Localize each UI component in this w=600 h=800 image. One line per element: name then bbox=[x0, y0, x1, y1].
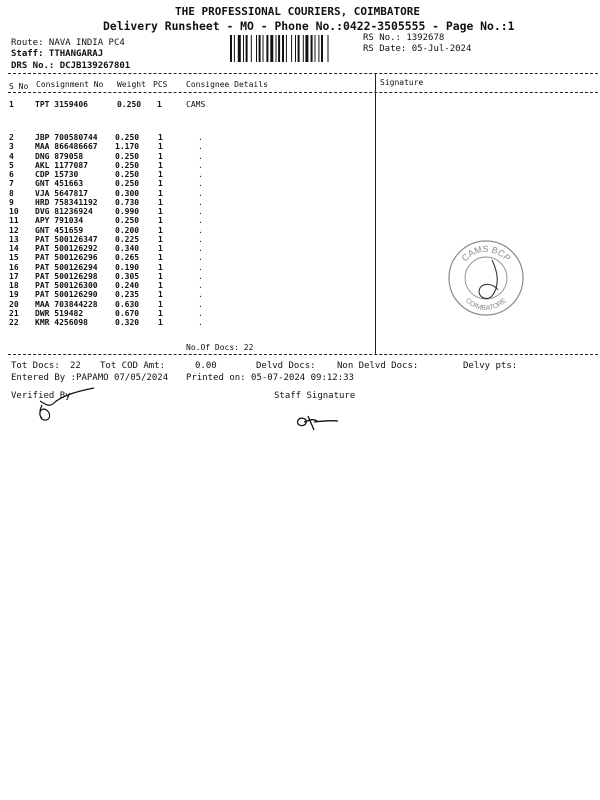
route-label: Route: NAVA INDIA PC4 bbox=[11, 38, 125, 48]
row-pcs: 1 bbox=[158, 253, 163, 263]
staff-signature-label: Staff Signature bbox=[274, 391, 356, 401]
staff-label: Staff: TTHANGARAJ bbox=[11, 49, 104, 59]
row-sno: 21 bbox=[9, 308, 19, 318]
row-weight: 0.265 bbox=[115, 253, 140, 263]
row-consignment: PAT 500126298 bbox=[35, 271, 98, 281]
row-sno: 18 bbox=[9, 281, 19, 290]
row-weight: 0.320 bbox=[115, 318, 140, 327]
row-consignee: . bbox=[198, 225, 203, 235]
row-sno: 16 bbox=[9, 262, 19, 272]
col-consignment-header: Consignment No bbox=[36, 80, 104, 89]
row-sno: 8 bbox=[9, 188, 14, 198]
row-pcs: 1 bbox=[158, 225, 163, 235]
row-pcs: 1 bbox=[158, 151, 163, 161]
row-pcs: 1 bbox=[158, 244, 163, 253]
table-row bbox=[9, 152, 238, 161]
non-delvd-docs-label: Non Delvd Docs: bbox=[337, 361, 419, 371]
row-consignment: PAT 500126300 bbox=[35, 281, 98, 290]
row-consignee: . bbox=[198, 271, 203, 281]
row-sno: 3 bbox=[9, 142, 14, 152]
row-pcs: 1 bbox=[158, 188, 163, 198]
table-row bbox=[9, 300, 238, 309]
col-signature-header: Signature bbox=[380, 78, 424, 87]
row-1-weight: 0.250 bbox=[117, 100, 142, 109]
signature-column-border bbox=[375, 74, 376, 354]
row-consignment: PAT 500126290 bbox=[35, 290, 98, 300]
row-pcs: 1 bbox=[158, 234, 163, 244]
tot-docs-value: 22 bbox=[70, 361, 81, 371]
rs-date: RS Date: 05-Jul-2024 bbox=[363, 44, 472, 54]
row-weight: 0.225 bbox=[115, 234, 140, 244]
row-pcs: 1 bbox=[158, 290, 163, 300]
row-consignee: . bbox=[198, 244, 203, 253]
row-pcs: 1 bbox=[158, 281, 163, 290]
table-row bbox=[9, 272, 238, 281]
row-consignee: . bbox=[198, 170, 203, 179]
table-divider-bottom bbox=[8, 354, 598, 355]
row-consignee: . bbox=[198, 299, 203, 309]
table-row bbox=[9, 170, 238, 179]
row-weight: 0.235 bbox=[115, 290, 140, 300]
row-weight: 0.250 bbox=[115, 216, 140, 226]
row-1-consignment: TPT 3159406 bbox=[35, 100, 88, 109]
header-divider-top bbox=[8, 73, 598, 74]
row-weight: 0.990 bbox=[115, 207, 140, 216]
company-title: THE PROFESSIONAL COURIERS, COIMBATORE bbox=[175, 5, 421, 18]
row-consignment: PAT 500126347 bbox=[35, 234, 98, 244]
row-consignment: DNG 879058 bbox=[35, 151, 84, 161]
row-pcs: 1 bbox=[158, 170, 163, 179]
row-consignment: PAT 500126296 bbox=[35, 253, 98, 263]
col-weight-header: Weight bbox=[117, 80, 146, 89]
row-sno: 9 bbox=[9, 197, 14, 207]
table-row bbox=[9, 189, 238, 198]
row-consignment: MAA 866486667 bbox=[35, 142, 98, 152]
table-row bbox=[9, 263, 238, 272]
table-row bbox=[9, 161, 238, 170]
row-weight: 0.300 bbox=[115, 188, 140, 198]
table-row bbox=[9, 309, 238, 318]
row-1-pcs: 1 bbox=[157, 100, 162, 109]
row-consignee: . bbox=[198, 160, 203, 170]
row-weight: 0.630 bbox=[115, 299, 140, 309]
cams-stamp bbox=[446, 238, 526, 318]
row-pcs: 1 bbox=[158, 308, 163, 318]
svg-text:CAMS BCP bbox=[460, 244, 513, 263]
row-consignee: . bbox=[198, 197, 203, 207]
delvy-pts-label: Delvy pts: bbox=[463, 361, 518, 371]
row-pcs: 1 bbox=[158, 142, 163, 152]
row-sno: 22 bbox=[9, 318, 19, 327]
table-row bbox=[9, 226, 238, 235]
row-consignee: . bbox=[198, 290, 203, 300]
row-consignee: . bbox=[198, 207, 203, 216]
row-consignment: MAA 703844228 bbox=[35, 299, 98, 309]
row-consignment: KMR 4256098 bbox=[35, 318, 88, 327]
docs-count: No.Of Docs: 22 bbox=[186, 343, 254, 352]
rs-number: RS No.: 1392678 bbox=[363, 33, 445, 43]
delvd-docs-label: Delvd Docs: bbox=[256, 361, 316, 371]
row-sno: 11 bbox=[9, 216, 19, 226]
table-row bbox=[9, 235, 238, 244]
row-weight: 0.670 bbox=[115, 308, 140, 318]
row-weight: 1.170 bbox=[115, 142, 140, 152]
row-consignee: . bbox=[198, 281, 203, 290]
header-divider-bottom bbox=[8, 92, 598, 93]
row-consignment: APY 791034 bbox=[35, 216, 84, 226]
row-sno: 19 bbox=[9, 290, 19, 300]
tot-cod-label: Tot COD Amt: bbox=[100, 361, 166, 371]
row-weight: 0.240 bbox=[115, 281, 140, 290]
row-pcs: 1 bbox=[158, 216, 163, 226]
row-sno: 7 bbox=[9, 179, 14, 189]
row-sno: 6 bbox=[9, 170, 14, 179]
row-consignee: . bbox=[198, 216, 203, 226]
row-pcs: 1 bbox=[158, 271, 163, 281]
row-consignee: . bbox=[198, 188, 203, 198]
row-consignee: . bbox=[198, 308, 203, 318]
row-1-consignee: CAMS bbox=[186, 100, 206, 109]
row-consignment: CDP 15730 bbox=[35, 170, 79, 179]
table-row bbox=[9, 179, 238, 188]
row-sno: 10 bbox=[9, 207, 19, 216]
row-consignment: AKL 1177087 bbox=[35, 160, 88, 170]
table-row bbox=[9, 142, 238, 151]
stamp-bottom-text: COIMBATORE bbox=[463, 297, 509, 313]
row-weight: 0.250 bbox=[115, 170, 140, 179]
row-weight: 0.200 bbox=[115, 225, 140, 235]
entered-by: Entered By :PAPAMO 07/05/2024 bbox=[11, 373, 169, 383]
row-sno: 2 bbox=[9, 133, 14, 142]
col-sno-header: S No bbox=[9, 82, 29, 91]
runsheet-subtitle: Delivery Runsheet - MO - Phone No.:0422-3505555 - Page No.:1 bbox=[103, 19, 515, 33]
row-sno: 14 bbox=[9, 244, 19, 253]
row-consignment: JBP 700580744 bbox=[35, 133, 98, 142]
row-consignee: . bbox=[198, 133, 203, 142]
verified-by-label: Verified By bbox=[11, 391, 71, 401]
row-consignee: . bbox=[198, 151, 203, 161]
col-pcs-header: PCS bbox=[153, 80, 168, 89]
row-consignment: HRD 758341192 bbox=[35, 197, 98, 207]
row-weight: 0.730 bbox=[115, 197, 140, 207]
consignment-table bbox=[9, 133, 238, 327]
row-consignment: PAT 500126292 bbox=[35, 244, 98, 253]
table-row bbox=[9, 290, 238, 299]
table-row bbox=[9, 207, 238, 216]
verified-signature bbox=[28, 385, 108, 430]
row-weight: 0.340 bbox=[115, 244, 140, 253]
row-weight: 0.250 bbox=[115, 151, 140, 161]
row-consignee: . bbox=[198, 179, 203, 189]
row-sno: 20 bbox=[9, 299, 19, 309]
drs-number: DRS No.: DCJB139267801 bbox=[11, 61, 131, 71]
row-weight: 0.250 bbox=[115, 179, 140, 189]
row-consignee: . bbox=[198, 234, 203, 244]
row-consignee: . bbox=[198, 262, 203, 272]
row-pcs: 1 bbox=[158, 179, 163, 189]
stamp-top-text: CAMS BCP bbox=[459, 243, 513, 264]
row-pcs: 1 bbox=[158, 299, 163, 309]
row-consignee: . bbox=[198, 253, 203, 263]
table-row bbox=[9, 253, 238, 262]
row-weight: 0.250 bbox=[115, 133, 140, 142]
row-consignment: DVG 81236924 bbox=[35, 207, 93, 216]
row-pcs: 1 bbox=[158, 207, 163, 216]
table-row bbox=[9, 244, 238, 253]
row-consignment: PAT 500126294 bbox=[35, 262, 98, 272]
row-sno: 17 bbox=[9, 271, 19, 281]
row-consignment: DWR 519482 bbox=[35, 308, 84, 318]
printed-on: Printed on: 05-07-2024 09:12:33 bbox=[186, 373, 354, 383]
staff-signature bbox=[292, 410, 352, 434]
row-pcs: 1 bbox=[158, 160, 163, 170]
table-row bbox=[9, 216, 238, 225]
row-consignment: GNT 451659 bbox=[35, 225, 84, 235]
table-row bbox=[9, 318, 238, 327]
row-pcs: 1 bbox=[158, 133, 163, 142]
row-sno: 4 bbox=[9, 151, 14, 161]
row-sno: 5 bbox=[9, 160, 14, 170]
row-weight: 0.305 bbox=[115, 271, 140, 281]
tot-cod-value: 0.00 bbox=[195, 361, 217, 371]
row-consignment: VJA 5647817 bbox=[35, 188, 88, 198]
col-consignee-header: Consignee Details bbox=[186, 80, 268, 89]
table-row bbox=[9, 281, 238, 290]
row-pcs: 1 bbox=[158, 197, 163, 207]
table-row bbox=[9, 133, 238, 142]
row-consignment: GNT 451663 bbox=[35, 179, 84, 189]
row-weight: 0.250 bbox=[115, 160, 140, 170]
row-pcs: 1 bbox=[158, 262, 163, 272]
row-weight: 0.190 bbox=[115, 262, 140, 272]
table-row bbox=[9, 198, 238, 207]
row-sno: 12 bbox=[9, 225, 19, 235]
barcode bbox=[230, 35, 356, 62]
tot-docs-label: Tot Docs: bbox=[11, 361, 60, 371]
row-pcs: 1 bbox=[158, 318, 163, 327]
row-sno: 13 bbox=[9, 234, 19, 244]
row-consignee: . bbox=[198, 142, 203, 152]
row-sno: 15 bbox=[9, 253, 19, 263]
row-1-sno: 1 bbox=[9, 100, 14, 109]
row-consignee: . bbox=[198, 318, 203, 327]
